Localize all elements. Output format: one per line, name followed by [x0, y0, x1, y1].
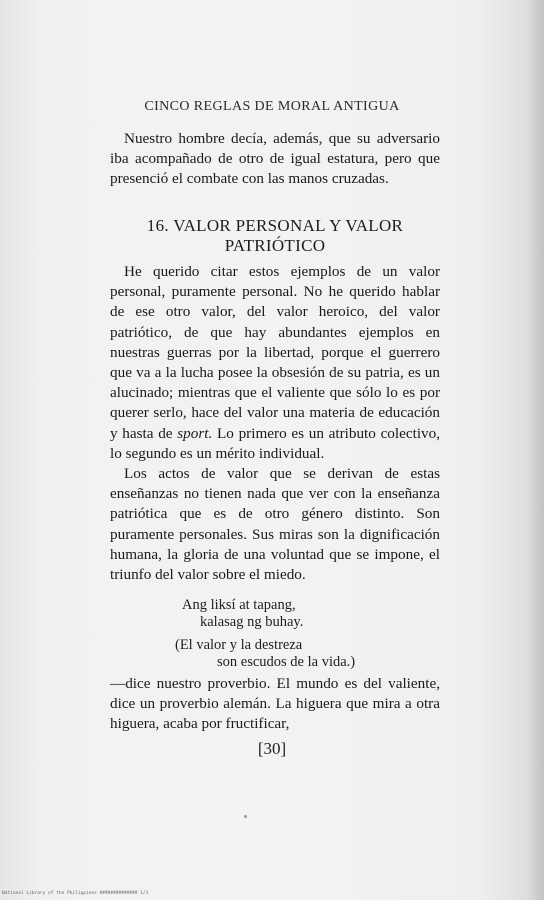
- page-edge-shadow: [526, 0, 544, 900]
- intro-paragraph: Nuestro hombre decía, además, que su adversario iba acompañado de otro de igual estatura, pero que presenció el combate con las manos cruzadas.: [110, 130, 440, 188]
- closing-text-block: [110, 674, 440, 735]
- paragraph-1-italic: sport.: [177, 424, 213, 442]
- paragraph-1: [110, 262, 440, 464]
- section-title-line-2: PATRIÓTICO: [224, 236, 326, 255]
- intro-paragraph-block: [110, 129, 440, 190]
- scan-footer: National Library of the Philippines ############## 1/1: [2, 891, 149, 896]
- verse-spanish-line-1: (El valor y la destreza: [175, 637, 303, 653]
- verse-tagalog-line-2: kalasag ng buhay.: [200, 614, 304, 630]
- verse-spanish: [175, 637, 355, 671]
- verse-tagalog: [182, 597, 303, 631]
- paragraph-1-end: Lo primero es un atributo colectivo, lo segundo es un mérito individual.: [110, 424, 441, 462]
- running-head: CINCO REGLAS DE MORAL ANTIGUA: [144, 99, 400, 114]
- paragraph-3: —dice nuestro proverbio. El mundo es del valiente, dice un proverbio alemán. La higuera que mira a otra higuera, acaba por fructificar,: [110, 675, 440, 733]
- main-text-block: [110, 262, 440, 585]
- section-title: [110, 216, 440, 256]
- verse-spanish-line-2: son escudos de la vida.): [217, 654, 356, 670]
- page-number: [30]: [257, 739, 287, 758]
- paper-speck: [244, 815, 247, 818]
- section-title-line-1: 16. VALOR PERSONAL Y VALOR: [146, 216, 404, 235]
- paragraph-2: Los actos de valor que se derivan de estas enseñanzas no tienen nada que ver con la enseñanza patriótica que es de otro género distinto. Son puramente personales. Sus miras son la dignificación humana, la gloria de una voluntad que se impone, el triunfo del valor sobre el miedo.: [110, 465, 440, 584]
- verse-tagalog-line-1: Ang liksí at tapang,: [182, 597, 296, 613]
- paragraph-1-text: He querido citar estos ejemplos de un valor personal, puramente personal. No he querido hablar de ese otro valor, del valor heroico, del valor patriótico, de que hay abundantes ejemplos en nuestras guerras por la libertad, porque el guerrero que va a la lucha posee la obsesión de su patria, es un alucinado; mientras que el valiente que sólo lo es por querer serlo, hace del valor una materia de educación y hasta de: [110, 263, 440, 442]
